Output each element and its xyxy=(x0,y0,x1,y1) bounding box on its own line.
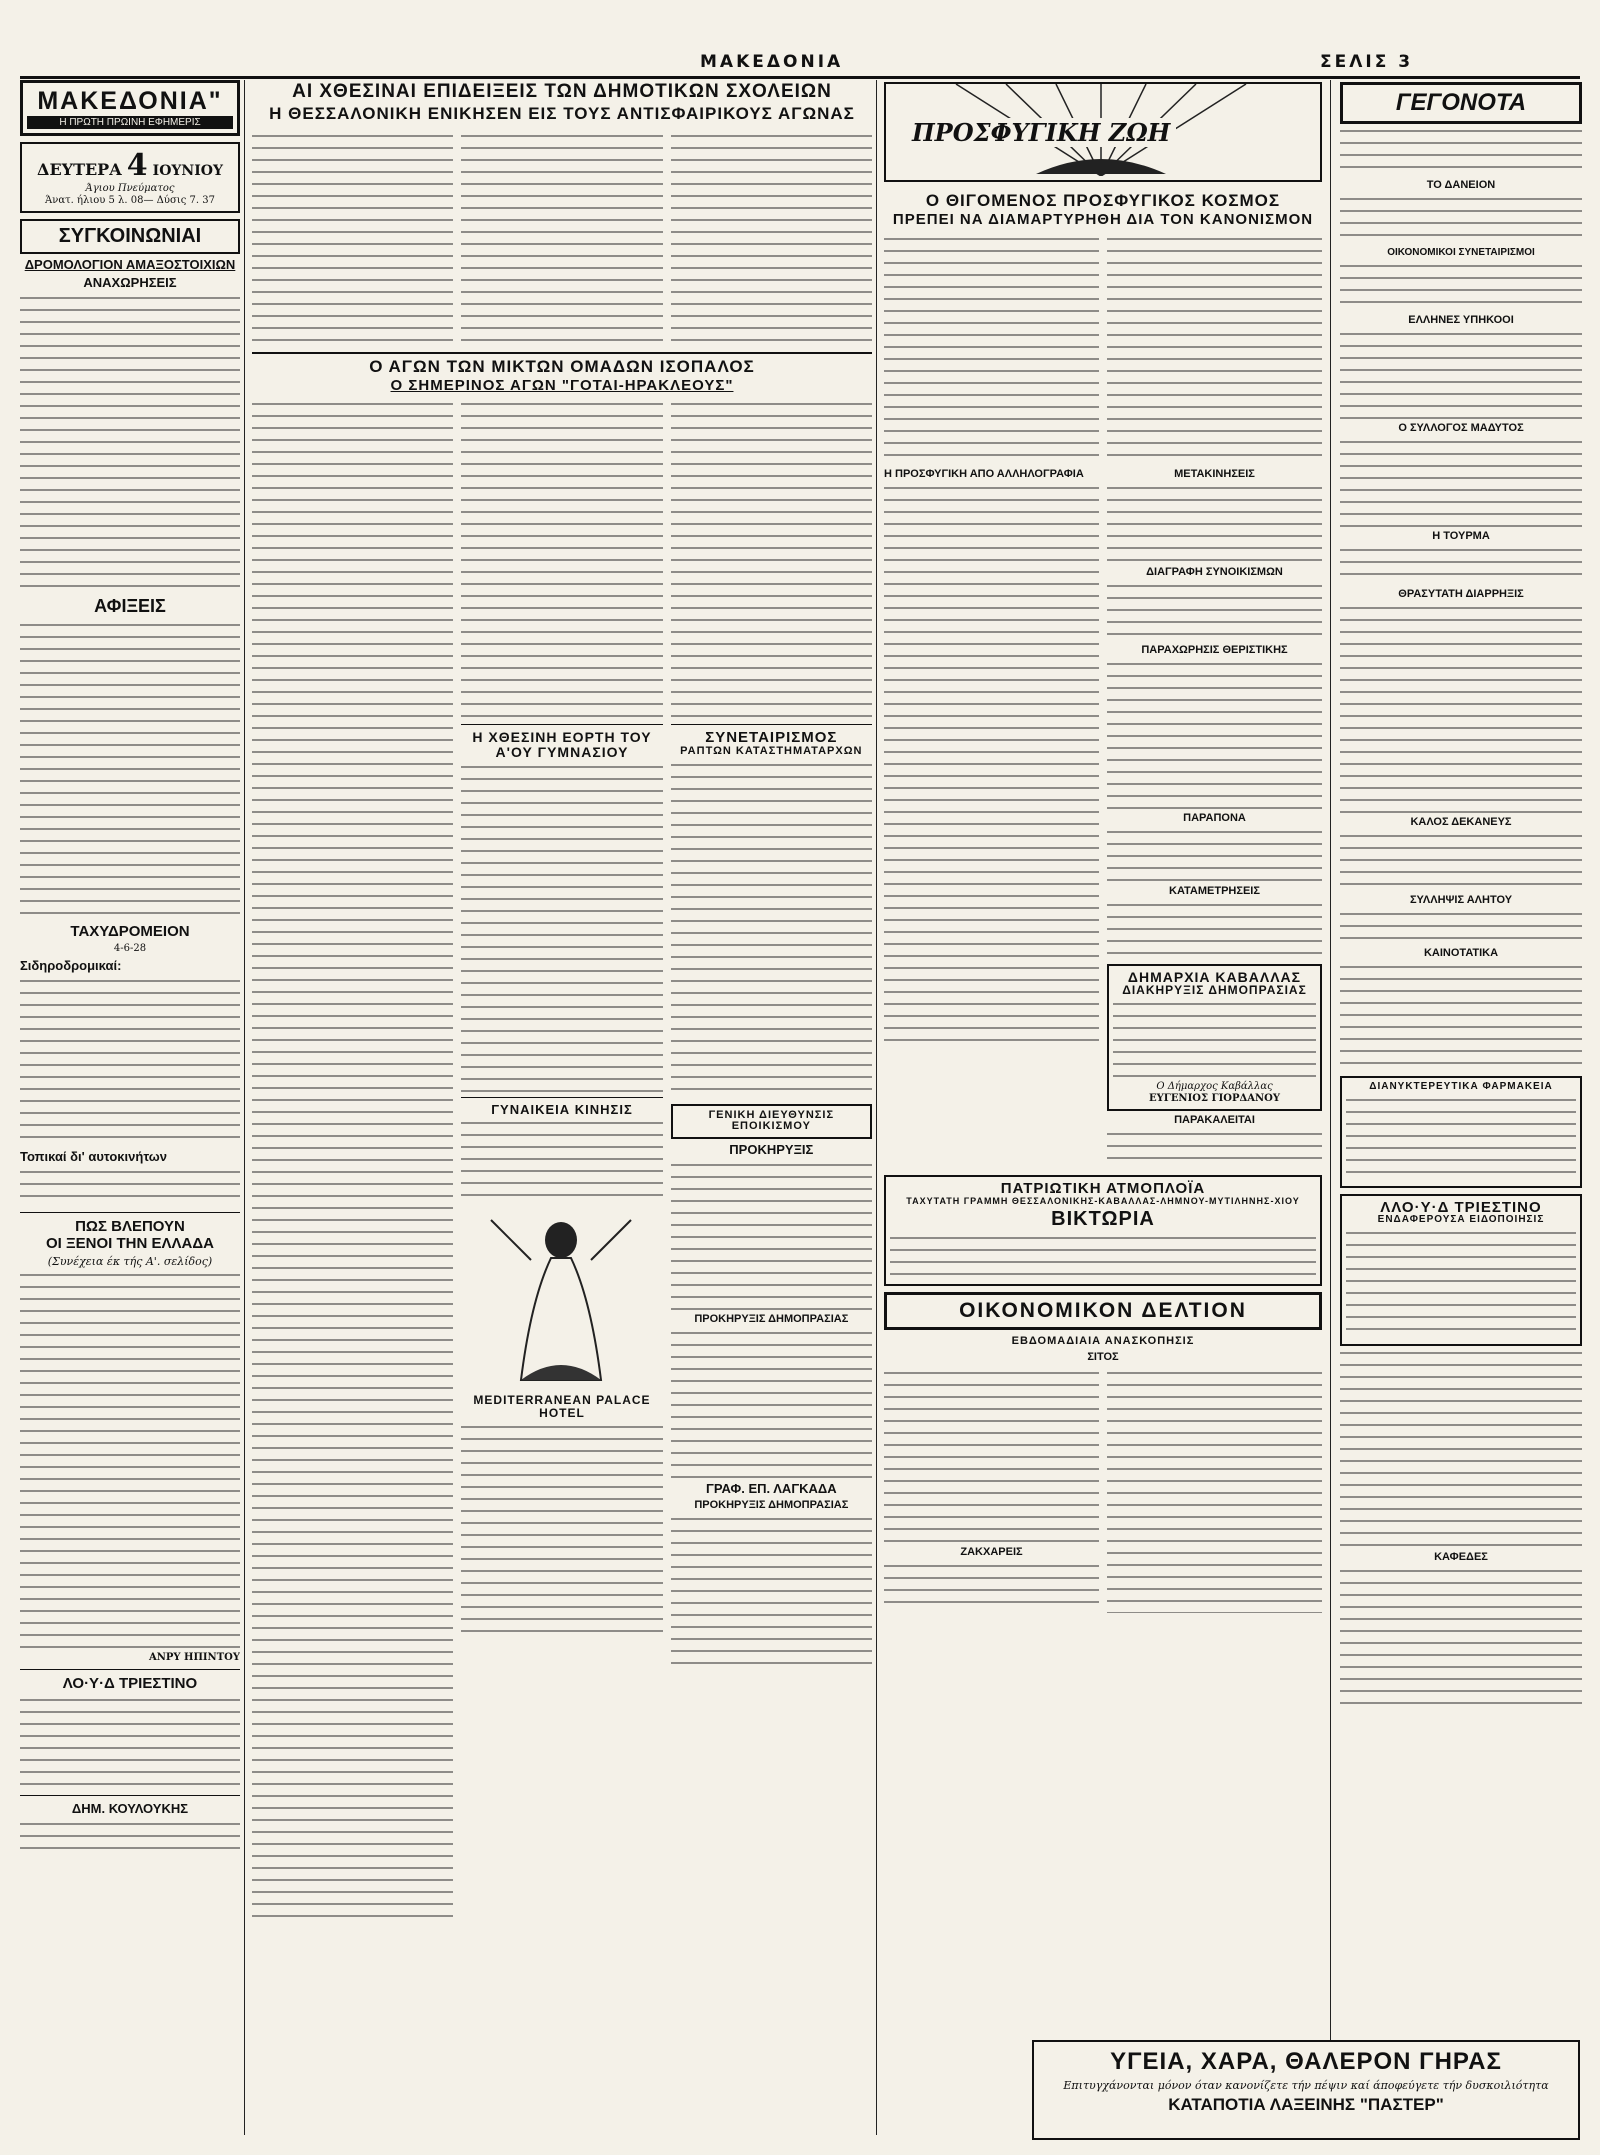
dream-text xyxy=(1340,437,1582,527)
sport-article xyxy=(252,397,872,1921)
ownership-text xyxy=(1107,900,1322,960)
econ-banner-title: ΟΙΚΟΝΟΜΙΚΟΝ ΔΕΛΤΙΟΝ xyxy=(959,1299,1247,1323)
foreign-article xyxy=(20,1270,240,1650)
refugee-subheadline: ΠΡΕΠΕΙ ΝΑ ΔΙΑΜΑΡΤΥΡΗΘΗ ΔΙΑ ΤΟΝ ΚΑΝΟΝΙΣΜΟΝ xyxy=(892,210,1314,228)
facts-title: ΓΕΓΟΝΟΤΑ xyxy=(1395,89,1527,116)
auction-heading: ΠΡΟΚΗΡΥΞΙΣ ΔΗΜΟΠΡΑΣΙΑΣ xyxy=(694,1312,849,1325)
post-heading: ΤΑΧΥΔΡΟΜΕΙΟΝ xyxy=(70,923,190,940)
pharmacies-box xyxy=(1340,1076,1582,1188)
lloyd-ad-heading: ΛΟ·Υ·Δ ΤΡΙΕΣΤΙΝΟ xyxy=(62,1675,198,1692)
notice-heading: ΠΡΟΚΗΡΥΞΙΣ xyxy=(729,1141,814,1157)
coffee-heading: ΚΑΦΕΔΕΣ xyxy=(1434,1550,1488,1563)
refugee-banner xyxy=(884,82,1322,182)
date-day: ΔΕΥΤΕΡΑ xyxy=(37,160,122,179)
greek-subjects-text xyxy=(1340,329,1582,419)
lloyd-subheading: ΕΝΔΑΦΕΡΟΥΣΑ ΕΙΔΟΠΟΙΗΣΙΣ xyxy=(1377,1214,1545,1226)
shipping-heading: ΠΑΤΡΙΩΤΙΚΗ ΑΤΜΟΠΛΟΪΑ xyxy=(1000,1179,1206,1197)
right-block xyxy=(884,82,1322,2135)
transfers-text xyxy=(1107,483,1322,563)
notary-text xyxy=(20,1819,240,1849)
good-heading: ΚΑΛΟΣ ΔΕΚΑΝΕΥΣ xyxy=(1410,816,1512,828)
sugar-text xyxy=(884,1561,1099,1611)
health-ad-product: ΚΑΤΑΠΟΤΙΑ ΛΑΞΕΙΝΗΣ "ΠΑΣΤΕΡ" xyxy=(1168,2095,1444,2114)
ownership-heading: ΚΑΤΑΜΕΤΡΗΣΕΙΣ xyxy=(1169,884,1260,897)
kitchen-text xyxy=(1340,909,1582,944)
dissolution-text xyxy=(1107,581,1322,641)
column-rule xyxy=(876,80,877,2135)
main-subheadline: Η ΘΕΣΣΑΛΟΝΙΚΗ ΕΝΙΚΗΣΕΝ ΕΙΣ ΤΟΥΣ ΑΝΤΙΣΦΑΙΡΙΚΟΥΣ ΑΓΩΝΑΣ xyxy=(269,103,855,123)
supply-notice xyxy=(671,1104,872,1139)
coop-headline: ΣΥΝΕΤΑΙΡΙΣΜΟΣ xyxy=(705,729,838,747)
refugee-article xyxy=(884,232,1322,461)
page-number: ΣΕΛΙΣ 3 xyxy=(1320,52,1414,72)
women-headline: ΓΥΝΑΙΚΕΙΑ ΚΙΝΗΣΙΣ xyxy=(491,1101,633,1117)
sun-times: Άνατ. ήλιου 5 λ. 08— Δύσις 7. 37 xyxy=(45,195,215,206)
meat-heading: Η ΤΟΥΡΜΑ xyxy=(1432,530,1490,542)
dancer-illustration xyxy=(461,1200,661,1390)
arrivals-heading: ΑΦΙΞΕΙΣ xyxy=(94,596,166,616)
office-heading: ΓΡΑΦ. ΕΠ. ΛΑΓΚΑΔΑ xyxy=(706,1480,837,1496)
facts-banner xyxy=(1340,82,1582,124)
refugee-news xyxy=(884,465,1322,1171)
ship-name: ΒΙΚΤΩΡΙΑ xyxy=(1051,1208,1155,1231)
date-feast: Άγιου Πνεύματος xyxy=(85,183,175,194)
health-ad-sub: Επιτυγχάνονται μόνον όταν κανονίζετε τήν πέψιν καί άποφεύγετε τήν δυσκοιλιότητα xyxy=(1063,2079,1549,2092)
kitchen-heading: ΣΥΛΛΗΨΙΣ ΑΛΗΤΟΥ xyxy=(1409,894,1513,906)
column-rule xyxy=(244,80,245,2135)
lloyd-notice-text xyxy=(1346,1228,1576,1338)
shipping-ad xyxy=(884,1175,1322,1286)
municipality-notice xyxy=(1107,964,1322,1111)
auction-heading-2: ΠΡΟΚΗΡΥΞΙΣ ΔΗΜΟΠΡΑΣΙΑΣ xyxy=(694,1498,849,1511)
hunger-text xyxy=(1340,962,1582,1072)
far-right-column xyxy=(1340,82,1582,2135)
lloyd-heading: ΛΛΟ·Υ·Δ ΤΡΙΕΣΤΙΝΟ xyxy=(1380,1198,1542,1216)
nameplate-brand: ΜΑΚΕΔΟΝΙΑ" xyxy=(37,87,223,115)
please-text xyxy=(1107,1129,1322,1169)
arrivals-timetable xyxy=(20,620,240,920)
remark-heading: ΠΑΡΑΠΟΝΑ xyxy=(1183,811,1246,824)
misc-text xyxy=(1340,1348,1582,1548)
fest-headline: Η ΧΘΕΣΙΝΗ ΕΟΡΤΗ ΤΟΥ Α'ΟΥ ΓΥΜΝΑΣΙΟΥ xyxy=(472,729,652,761)
foreign-heading-2: ΟΙ ΞΕΝΟΙ ΤΗΝ ΕΛΛΑΔΑ xyxy=(46,1235,214,1252)
meat-text xyxy=(1340,545,1582,585)
auction-text xyxy=(671,1328,872,1478)
notary-heading: ΔΗΜ. ΚΟΥΛΟΥΚΗΣ xyxy=(71,1801,189,1816)
left-column xyxy=(20,80,240,2135)
fest-article xyxy=(461,762,662,1092)
foreign-sub: (Συνέχεια έκ τής Α'. σελίδος) xyxy=(47,1255,213,1268)
greek-subjects-heading: ΕΛΛΗΝΕΣ ΥΠΗΚΟΟΙ xyxy=(1408,314,1514,326)
refugee-headline: Ο ΘΙΓΟΜΕΝΟΣ ΠΡΟΣΦΥΓΙΚΟΣ ΚΟΣΜΟΣ xyxy=(925,191,1281,210)
hunger-heading: ΚΑΙΝΟΤΑΤΙΚΑ xyxy=(1423,947,1499,959)
lloyd-notice xyxy=(1340,1194,1582,1346)
women-article xyxy=(461,1118,662,1198)
nameplate-tagline: Η ΠΡΩΤΗ ΠΡΩΙΝΗ ΕΦΗΜΕΡΙΣ xyxy=(27,116,233,129)
municipality-heading: ΔΗΜΑΡΧΙΑ ΚΑΒΑΛΛΑΣ xyxy=(1127,968,1302,985)
hotel-ad xyxy=(461,1422,662,1492)
econ-union-text xyxy=(1340,261,1582,311)
date-month: ΙΟΥΝΙΟΥ xyxy=(152,163,223,179)
pharmacies-heading: ΔΙΑΝΥΚΤΕΡΕΥΤΙΚΑ ΦΑΡΜΑΚΕΙΑ xyxy=(1369,1081,1553,1092)
date-box xyxy=(20,142,240,213)
econ-col-2 xyxy=(1107,1368,1322,1613)
good-text xyxy=(1340,831,1582,891)
rural-heading: ΠΑΡΑΧΩΡΗΣΙΣ ΘΕΡΙΣΤΙΚΗΣ xyxy=(1141,643,1288,656)
refugee-banner-title: ΠΡΟΣΦΥΓΙΚΗ ΖΩΗ xyxy=(906,118,1176,147)
refugee-mail-text xyxy=(884,483,1099,1043)
sport-col-1 xyxy=(252,399,453,1919)
refugee-col-2 xyxy=(1107,234,1322,459)
shipping-route: ΤΑΧΥΤΑΤΗ ΓΡΑΜΜΗ ΘΕΣΣΑΛΟΝΙΚΗΣ-ΚΑΒΑΛΛΑΣ-ΛΗΜΝΟΥ-ΜΥΤΙΛΗΝΗΣ-ΧΙΟΥ xyxy=(906,1195,1300,1206)
sport-col-3 xyxy=(671,399,872,719)
rail-heading: Σιδηροδρομικαί: xyxy=(20,958,122,973)
post-date: 4-6-28 xyxy=(113,943,147,954)
loan-text xyxy=(1340,194,1582,244)
please-heading: ΠΑΡΑΚΑΛΕΙΤΑΙ xyxy=(1174,1113,1255,1126)
municipality-text xyxy=(1113,999,1316,1079)
date-number: 4 xyxy=(126,148,148,183)
facts-intro xyxy=(1340,126,1582,176)
local-list xyxy=(20,1167,240,1207)
refugee-mail-heading: Η ΠΡΟΣΦΥΓΙΚΗ ΑΠΟ ΑΛΛΗΛΟΓΡΑΦΙΑ xyxy=(884,467,1084,480)
remark-text xyxy=(1107,827,1322,882)
transfers-heading: ΜΕΤΑΚΙΝΗΣΕΙΣ xyxy=(1174,467,1255,480)
dream-heading: Ο ΣΥΛΛΟΓΟΣ ΜΑΔΥΤΟΣ xyxy=(1398,422,1524,434)
main-headline: ΑΙ ΧΘΕΣΙΝΑΙ ΕΠΙΔΕΙΞΕΙΣ ΤΩΝ ΔΗΜΟΤΙΚΩΝ ΣΧΟΛΕΙΩΝ xyxy=(292,82,832,102)
supply-heading: ΓΕΝΙΚΗ ΔΙΕΥΘΥΝΣΙΣ ΕΠΟΙΚΙΣΜΟΥ xyxy=(708,1108,835,1133)
school-col-2 xyxy=(461,131,662,346)
sport-col-2b xyxy=(461,1494,662,1634)
sport-headline: Ο ΑΓΩΝ ΤΩΝ ΜΙΚΤΩΝ ΟΜΑΔΩΝ ΙΣΟΠΑΛΟΣ xyxy=(369,356,755,376)
econ-banner xyxy=(884,1292,1322,1330)
nameplate xyxy=(20,80,240,136)
mayor-title: Ο Δήμαρχος Καβάλλας xyxy=(1156,1080,1273,1092)
auction-text-2 xyxy=(671,1514,872,1664)
departures-heading: ΑΝΑΧΩΡΗΣΕΙΣ xyxy=(83,275,177,290)
center-block xyxy=(252,82,872,2135)
econ-union-heading: ΟΙΚΟΝΟΜΙΚΟΙ ΣΥΝΕΤΑΙΡΙΣΜΟΙ xyxy=(1387,247,1535,258)
school-article xyxy=(252,129,872,348)
school-col-1 xyxy=(252,131,453,346)
hotel-name: MEDITERRANEAN PALACE HOTEL xyxy=(473,1393,651,1420)
sugar-heading: ΖΑΚΧΑΡΕΙΣ xyxy=(960,1545,1023,1558)
pharmacies-list xyxy=(1346,1095,1576,1180)
dissolution-heading: ΔΙΑΓΡΑΦΗ ΣΥΝΟΙΚΙΣΜΩΝ xyxy=(1146,565,1283,578)
sport-col-2 xyxy=(461,399,662,719)
school-col-3 xyxy=(671,131,872,346)
column-rule xyxy=(1330,80,1331,2135)
health-ad-title: ΥΓΕΙΑ, ΧΑΡΑ, ΘΑΛΕΡΟΝ ΓΗΡΑΣ xyxy=(1110,2048,1502,2075)
lloyd-ad-text xyxy=(20,1695,240,1790)
sport-subheadline: Ο ΣΗΜΕΡΙΝΟΣ ΑΓΩΝ "ΓΟΤΑΙ-ΗΡΑΚΛΕΟΥΣ" xyxy=(390,376,734,394)
coop-subheadline: ΡΑΠΤΩΝ ΚΑΤΑΣΤΗΜΑΤΑΡΧΩΝ xyxy=(680,745,863,758)
shipping-schedule xyxy=(890,1233,1316,1278)
local-heading: Τοπικαί δι' αυτοκινήτων xyxy=(20,1149,167,1164)
thefts-text xyxy=(1340,603,1582,813)
coffee-text xyxy=(1340,1566,1582,1706)
loan-heading: ΤΟ ΔΑΝΕΙΟΝ xyxy=(1426,179,1496,191)
econ-article xyxy=(884,1366,1322,1615)
coop-article xyxy=(671,760,872,1100)
rural-text xyxy=(1107,659,1322,809)
transport-heading: ΣΥΓΚΟΙΝΩΝΙΑΙ xyxy=(20,219,240,254)
masthead-rule xyxy=(20,76,1580,79)
foreign-author: ΑΝΡΥ ΗΠΙΝΤΟΥ xyxy=(148,1652,240,1663)
foreign-heading-1: ΠΩΣ ΒΛΕΠΟΥΝ xyxy=(75,1218,185,1235)
rail-list xyxy=(20,976,240,1146)
schedule-title: ΔΡΟΜΟΛΟΓΙΟΝ ΑΜΑΞΟΣΤΟΙΧΙΩΝ xyxy=(24,257,236,272)
econ-col-1 xyxy=(884,1368,1099,1543)
municipality-auction: ΔΙΑΚΗΡΥΞΙΣ ΔΗΜΟΠΡΑΣΙΑΣ xyxy=(1122,983,1307,998)
econ-subheading: ΕΒΔΟΜΑΔΙΑΙΑ ΑΝΑΣΚΟΠΗΣΙΣ xyxy=(1011,1335,1195,1348)
health-ad xyxy=(1032,2040,1580,2140)
thefts-heading: ΘΡΑΣΥΤΑΤΗ ΔΙΑΡΡΗΞΙΣ xyxy=(1398,588,1524,600)
refugee-col-1 xyxy=(884,234,1099,459)
mayor-name: ΕΥΓΕΝΙΟΣ ΓΙΟΡΔΑΝΟΥ xyxy=(1148,1092,1281,1104)
notice-text xyxy=(671,1160,872,1310)
departures-timetable xyxy=(20,293,240,593)
masthead-title: ΜΑΚΕΔΟΝΙΑ xyxy=(700,52,844,72)
grain-heading: ΣΙΤΟΣ xyxy=(1087,1350,1119,1363)
